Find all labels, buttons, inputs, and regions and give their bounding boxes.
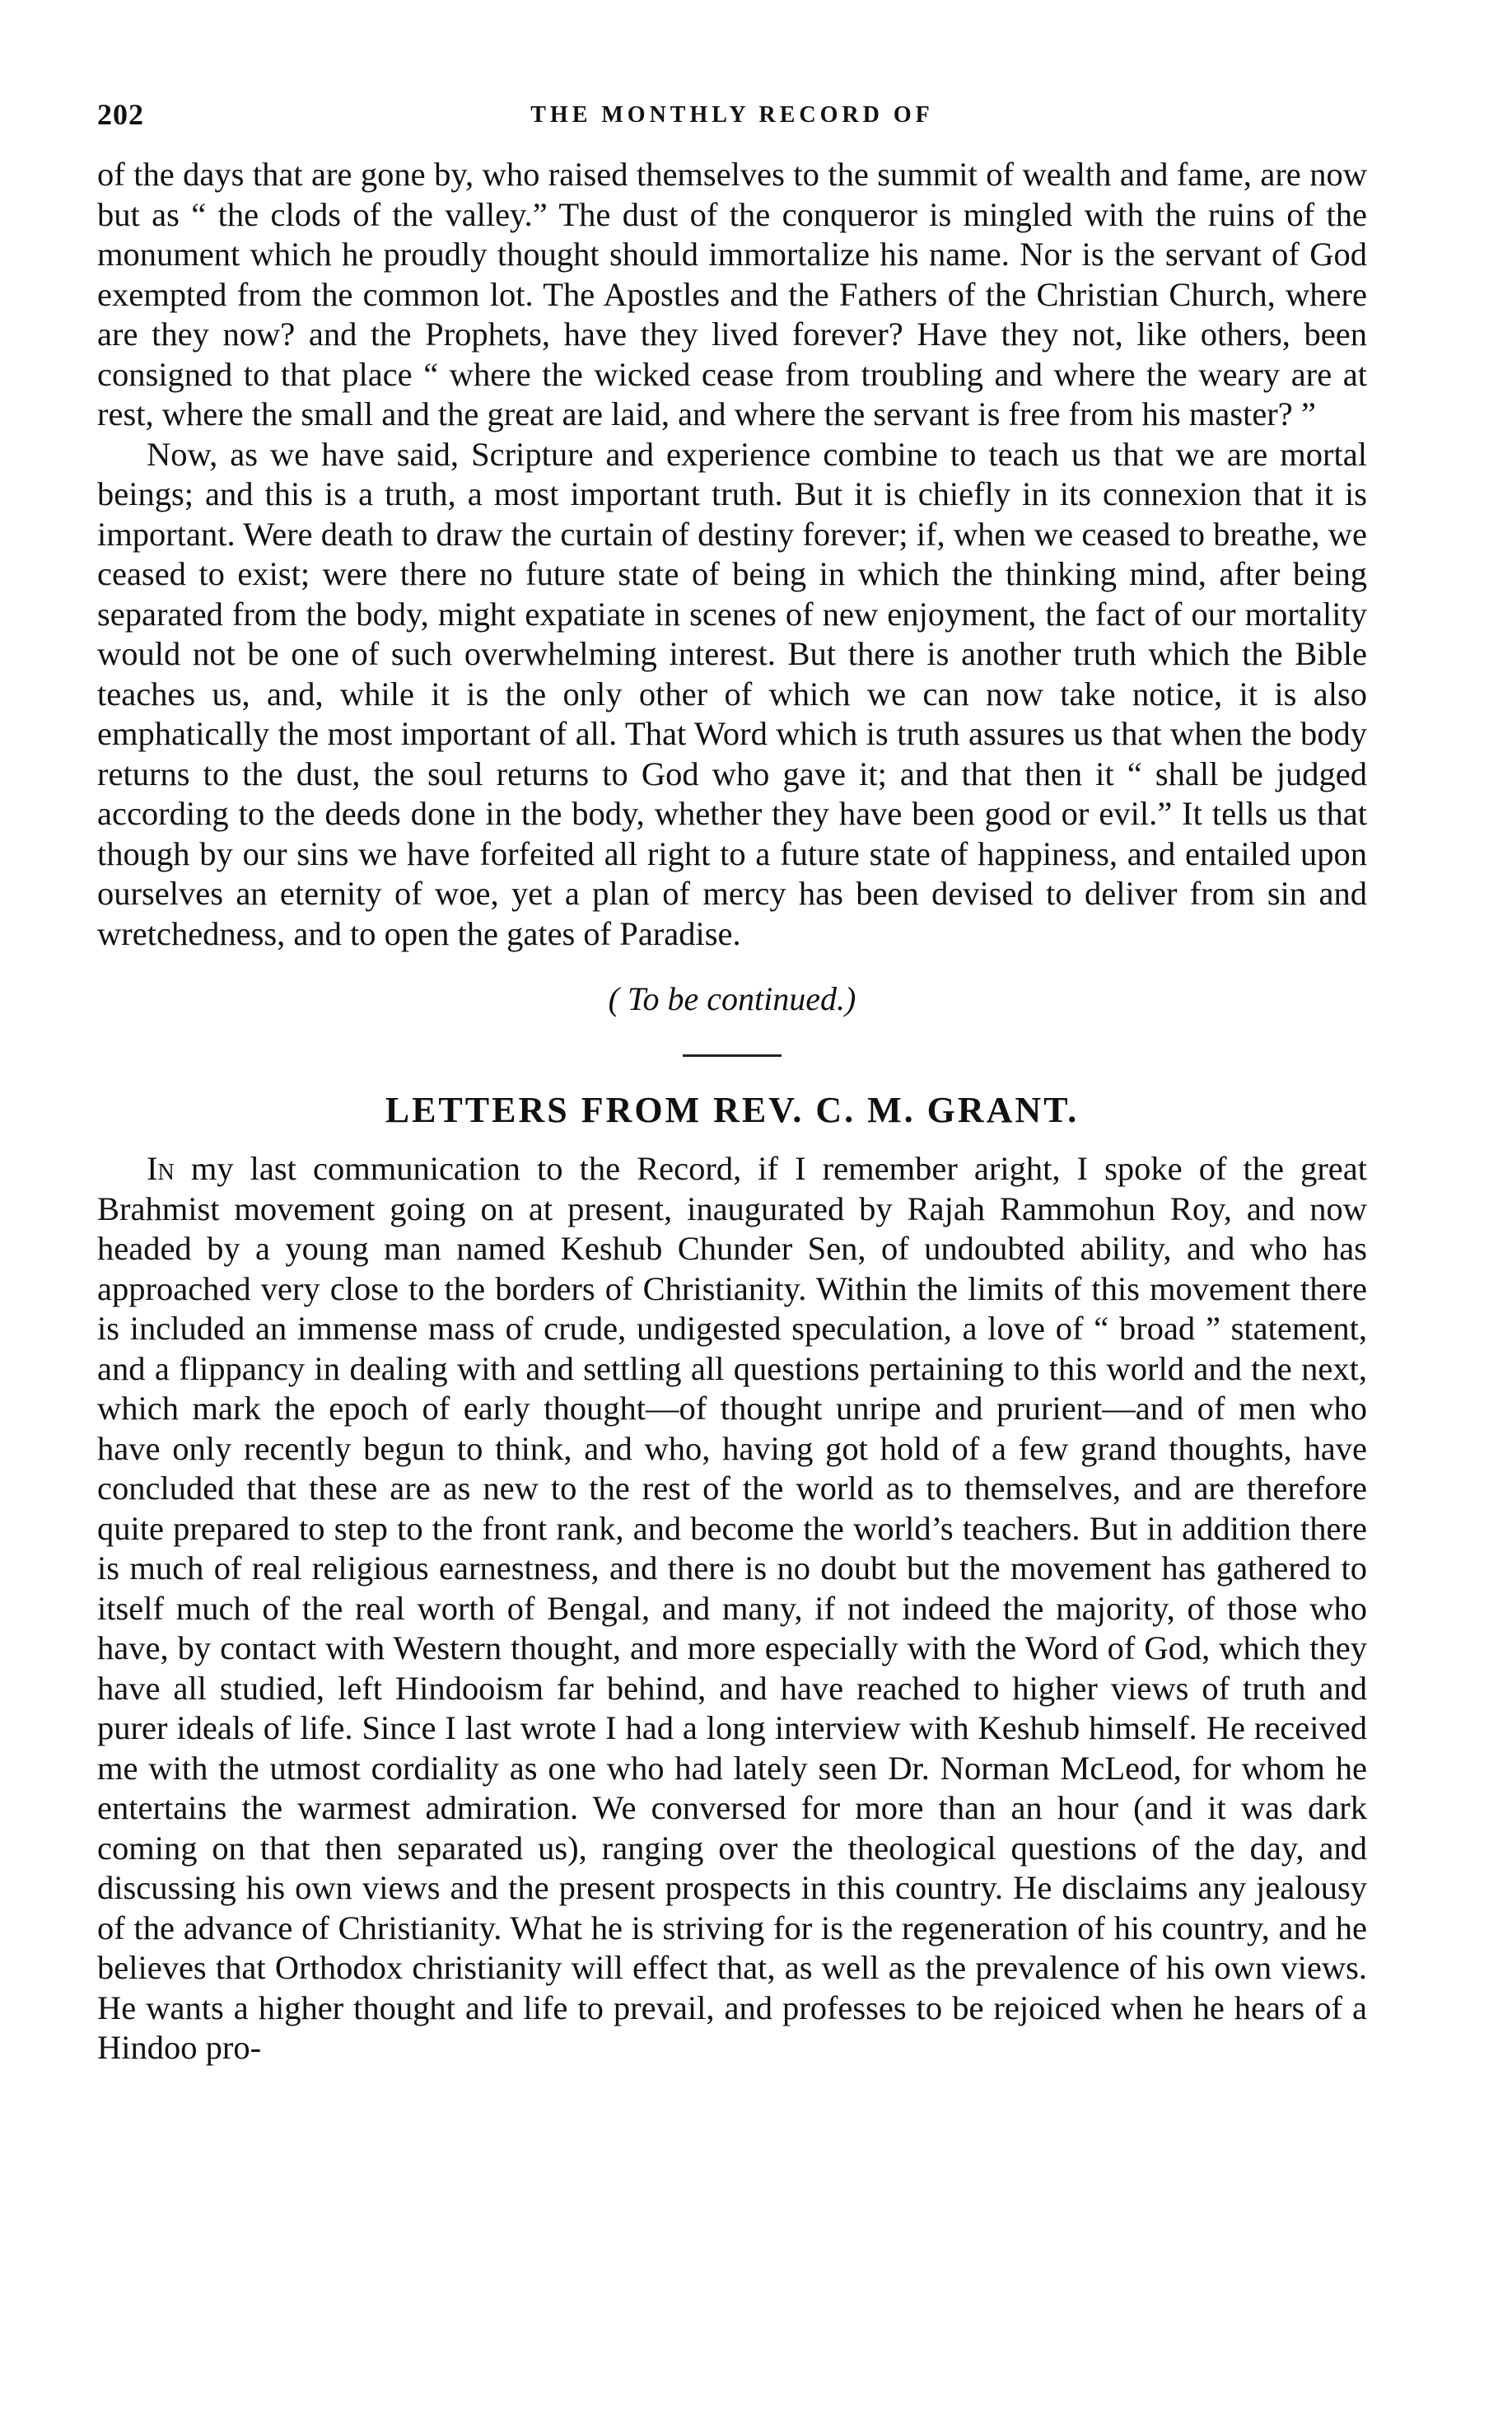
- page: [97, 97, 1367, 2068]
- section-title: LETTERS FROM REV. C. M. GRANT.: [385, 1090, 1080, 1130]
- article1-paragraph-1: of the days that are gone by, who raised themselves to the summit of wealth and fame, are now but as “ the clods of the valley.” The dust of the conqueror is mingled with the ruins of the monument which he proudly thought should immortalize his name. Nor is the servant of God exempted from the common lot. The Apostles and the Fathers of the Christian Church, where are they now? and the Prophets, have they lived forever? Have they not, like others, been consigned to that place “ where the wicked cease from troubling and where the weary are at rest, where the small and the great are laid, and where the servant is free from his master? ”: [97, 156, 1367, 432]
- article1-paragraph-2: Now, as we have said, Scripture and experience combine to teach us that we are mortal beings; and this is a truth, a most important truth. But it is chiefly in its connexion that it is important. Were death to draw the curtain of destiny forever; if, when we ceased to breathe, we ceased to exist; were there no future state of being in which the thinking mind, after being separated from the body, might expatiate in scenes of new enjoyment, the fact of our mortality would not be one of such overwhelming interest. But there is another truth which the Bible teaches us, and, while it is the only other of which we can now take notice, it is also emphatically the most important of all. That Word which is truth assures us that when the body returns to the dust, the soul returns to God who gave it; and that then it “ shall be judged according to the deeds done in the body, whether they have been good or evil.” It tells us that though by our sins we have forfeited all right to a future state of happiness, and entailed upon ourselves an eternity of woe, yet a plan of mercy has been devised to deliver from sin and wretchedness, and to open the gates of Paradise.: [97, 435, 1367, 952]
- article2-paragraph-1: [97, 1149, 1367, 2068]
- first-word: In: [147, 1150, 175, 1187]
- running-head: [97, 97, 1367, 155]
- page-number: 202: [97, 98, 144, 131]
- running-title: THE MONTHLY RECORD OF: [530, 102, 934, 128]
- article2-paragraph-1-text: my last communication to the Record, if I remember aright, I spoke of the great Brahmist movement going on at present, inaugurated by Rajah Rammohun Roy, and now headed by a young man named Keshub Chunder Sen, of undoubted ability, and who has approached very close to the borders of Christianity. Within the limits of this movement there is included an immense mass of crude, undigested speculation, a love of “ broad ” statement, and a flippancy in dealing with and settling all questions pertaining to this world and the next, which mark the epoch of early thought—of thought unripe and prurient—and of men who have only recently begun to think, and who, having got hold of a few grand thoughts, have concluded that these are as new to the rest of the world as to themselves, and are therefore quite prepared to step to the front rank, and become the world’s teachers. But in addition there is much of real religious earnestness, and there is no doubt but the movement has gathered to itself much of the real worth of Bengal, and many, if not indeed the majority, of those who have, by contact with Western thought, and more especially with the Word of God, which they have all studied, left Hindooism far behind, and have reached to higher views of truth and purer ideals of life. Since I last wrote I had a long interview with Keshub himself. He received me with the utmost cordiality as one who had lately seen Dr. Norman McLeod, for whom he entertains the warmest admiration. We conversed for more than an hour (and it was dark coming on that then separated us), ranging over the theological questions of the day, and discussing his own views and the present prospects in this country. He disclaims any jealousy of the advance of Christianity. What he is striving for is the regeneration of his country, and he believes that Orthodox christianity will effect that, as well as the prevalence of his own views. He wants a higher thought and life to prevail, and professes to be rejoiced when he hears of a Hindoo pro-: [97, 1150, 1368, 2066]
- continued-note: ( To be continued.): [608, 980, 856, 1017]
- section-divider: [683, 1054, 782, 1057]
